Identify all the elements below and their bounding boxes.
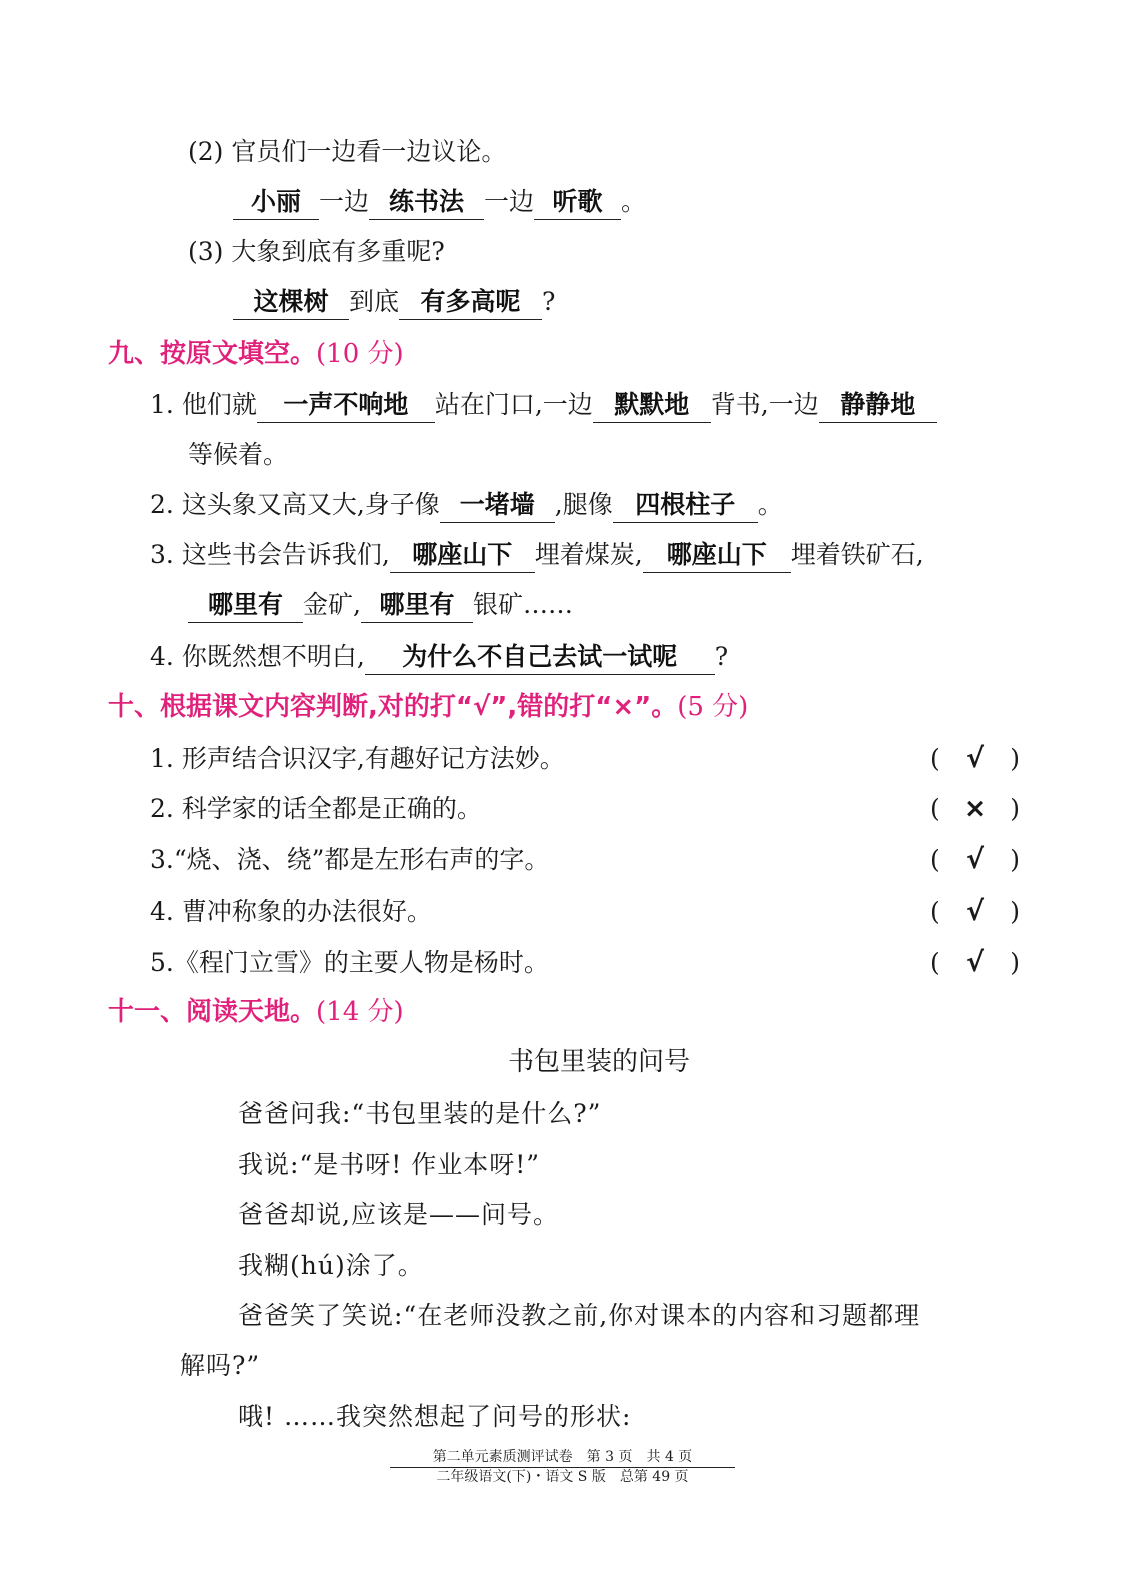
- item-number: 3.: [150, 845, 174, 874]
- static-text: 一边: [484, 187, 535, 216]
- q9-item1-line1: [150, 388, 937, 423]
- statement-text: 形声结合识汉字,有趣好记方法妙。: [181, 744, 565, 773]
- q10-item: [150, 792, 482, 826]
- static-text: 埋着铁矿石,: [790, 540, 924, 569]
- q9-item3-line1: [150, 538, 924, 573]
- answer-blank: 默默地: [593, 388, 711, 423]
- footer-line2: 二年级语文(下)・语文 S 版 总第 49 页: [436, 1469, 689, 1485]
- check-mark: √: [965, 947, 984, 978]
- item-number: 4.: [150, 897, 174, 926]
- q8-item3-answer-line: [233, 285, 555, 320]
- section-title: 九、按原文填空。: [108, 339, 317, 369]
- footer-line1: 第二单元素质测评试卷 第 3 页 共 4 页: [390, 1448, 735, 1468]
- story-paragraph-cont: 解吗?”: [180, 1351, 261, 1380]
- q9-item3-line2: [188, 588, 573, 623]
- section-points: (14 分): [316, 997, 404, 1027]
- section-title: 十、根据课文内容判断,对的打“√”,错的打“×”。: [108, 692, 678, 722]
- story-paragraph: 爸爸却说,应该是——问号。: [238, 1200, 559, 1229]
- story-paragraph: 爸爸问我:“书包里装的是什么?”: [238, 1099, 602, 1128]
- item-number: 5.: [150, 948, 174, 977]
- paren-open: (: [930, 744, 940, 773]
- item-number: 2.: [150, 794, 174, 823]
- q8-item3-prompt: (3) 大象到底有多重呢?: [188, 237, 445, 266]
- answer-blank: 四根柱子: [613, 488, 758, 523]
- statement-text: 科学家的话全都是正确的。: [181, 794, 482, 823]
- static-text: 银矿……: [472, 590, 573, 619]
- page-footer: [390, 1448, 735, 1486]
- check-mark: √: [965, 896, 984, 927]
- static-text: 。: [757, 490, 783, 519]
- answer-blank: 这棵树: [233, 285, 349, 320]
- answer-blank: 静静地: [819, 388, 937, 423]
- static-text: 埋着煤炭,: [534, 540, 643, 569]
- answer-blank: 哪座山下: [643, 538, 791, 573]
- judge-box: [930, 895, 1020, 929]
- answer-blank: 练书法: [369, 185, 484, 220]
- q10-item: [150, 843, 549, 877]
- static-text: ?: [714, 642, 729, 671]
- paren-close: ): [1010, 794, 1020, 823]
- story-paragraph: 哦! ……我突然想起了问号的形状:: [238, 1402, 632, 1431]
- static-text: 他们就: [181, 390, 257, 419]
- paren-open: (: [930, 794, 940, 823]
- answer-blank: 哪里有: [188, 588, 303, 623]
- story-paragraph: 我说:“是书呀! 作业本呀!”: [238, 1150, 541, 1179]
- static-text: ?: [542, 287, 556, 316]
- story-paragraph: 我糊(hú)涂了。: [238, 1251, 424, 1280]
- static-text: 你既然想不明白,: [181, 642, 365, 671]
- q9-item4: [150, 640, 728, 675]
- section-points: (10 分): [316, 339, 404, 369]
- item-number: 1.: [150, 390, 174, 419]
- static-text: 这头象又高又大,身子像: [181, 490, 440, 519]
- answer-blank: 为什么不自己去试一试呢: [365, 640, 715, 675]
- static-text: 。: [621, 187, 647, 216]
- q10-item: [150, 895, 432, 929]
- answer-blank: 有多高呢: [399, 285, 542, 320]
- section-title: 十一、阅读天地。: [108, 997, 317, 1027]
- story-paragraph: 爸爸笑了笑说:“在老师没教之前,你对课本的内容和习题都理: [238, 1301, 921, 1330]
- answer-blank: 哪座山下: [390, 538, 535, 573]
- static-text: ,腿像: [554, 490, 613, 519]
- q8-item2-answer-line: [233, 185, 646, 220]
- statement-text: 曹冲称象的办法很好。: [181, 897, 432, 926]
- answer-blank: 一声不响地: [257, 388, 435, 423]
- static-text: 站在门口,一边: [434, 390, 593, 419]
- item-number: 2.: [150, 490, 174, 519]
- item-number: 4.: [150, 642, 174, 671]
- answer-blank: 一堵墙: [440, 488, 555, 523]
- static-text: 一边: [319, 187, 370, 216]
- paren-close: ): [1010, 897, 1020, 926]
- section-9-heading: [108, 337, 404, 371]
- judge-box: [930, 792, 1020, 826]
- statement-text: 《程门立雪》的主要人物是杨时。: [173, 948, 549, 977]
- judge-box: [930, 946, 1020, 980]
- q10-item: [150, 946, 549, 980]
- q9-item2: [150, 488, 783, 523]
- section-11-heading: [108, 995, 404, 1029]
- paren-close: ): [1010, 744, 1020, 773]
- q9-item1-line2: 等候着。: [188, 440, 289, 469]
- statement-text: “烧、浇、绕”都是左形右声的字。: [173, 845, 550, 874]
- story-title: 书包里装的问号: [507, 1047, 690, 1077]
- static-text: 这些书会告诉我们,: [181, 540, 390, 569]
- paren-open: (: [930, 845, 940, 874]
- judge-box: [930, 742, 1020, 776]
- paren-open: (: [930, 897, 940, 926]
- q10-item: [150, 742, 565, 776]
- paren-open: (: [930, 948, 940, 977]
- judge-box: [930, 843, 1020, 877]
- section-10-heading: [108, 690, 748, 724]
- paren-close: ): [1010, 845, 1020, 874]
- answer-blank: 小丽: [233, 185, 319, 220]
- answer-blank: 听歌: [534, 185, 621, 220]
- static-text: 背书,一边: [710, 390, 819, 419]
- answer-blank: 哪里有: [361, 588, 473, 623]
- check-mark: √: [965, 743, 984, 774]
- item-number: 1.: [150, 744, 174, 773]
- static-text: 到底: [349, 287, 400, 316]
- check-mark: √: [965, 844, 984, 875]
- item-number: 3.: [150, 540, 174, 569]
- static-text: 金矿,: [303, 590, 361, 619]
- q8-item2-prompt: (2) 官员们一边看一边议论。: [188, 137, 507, 166]
- paren-close: ): [1010, 948, 1020, 977]
- cross-mark: ×: [963, 793, 987, 824]
- section-points: (5 分): [677, 692, 749, 722]
